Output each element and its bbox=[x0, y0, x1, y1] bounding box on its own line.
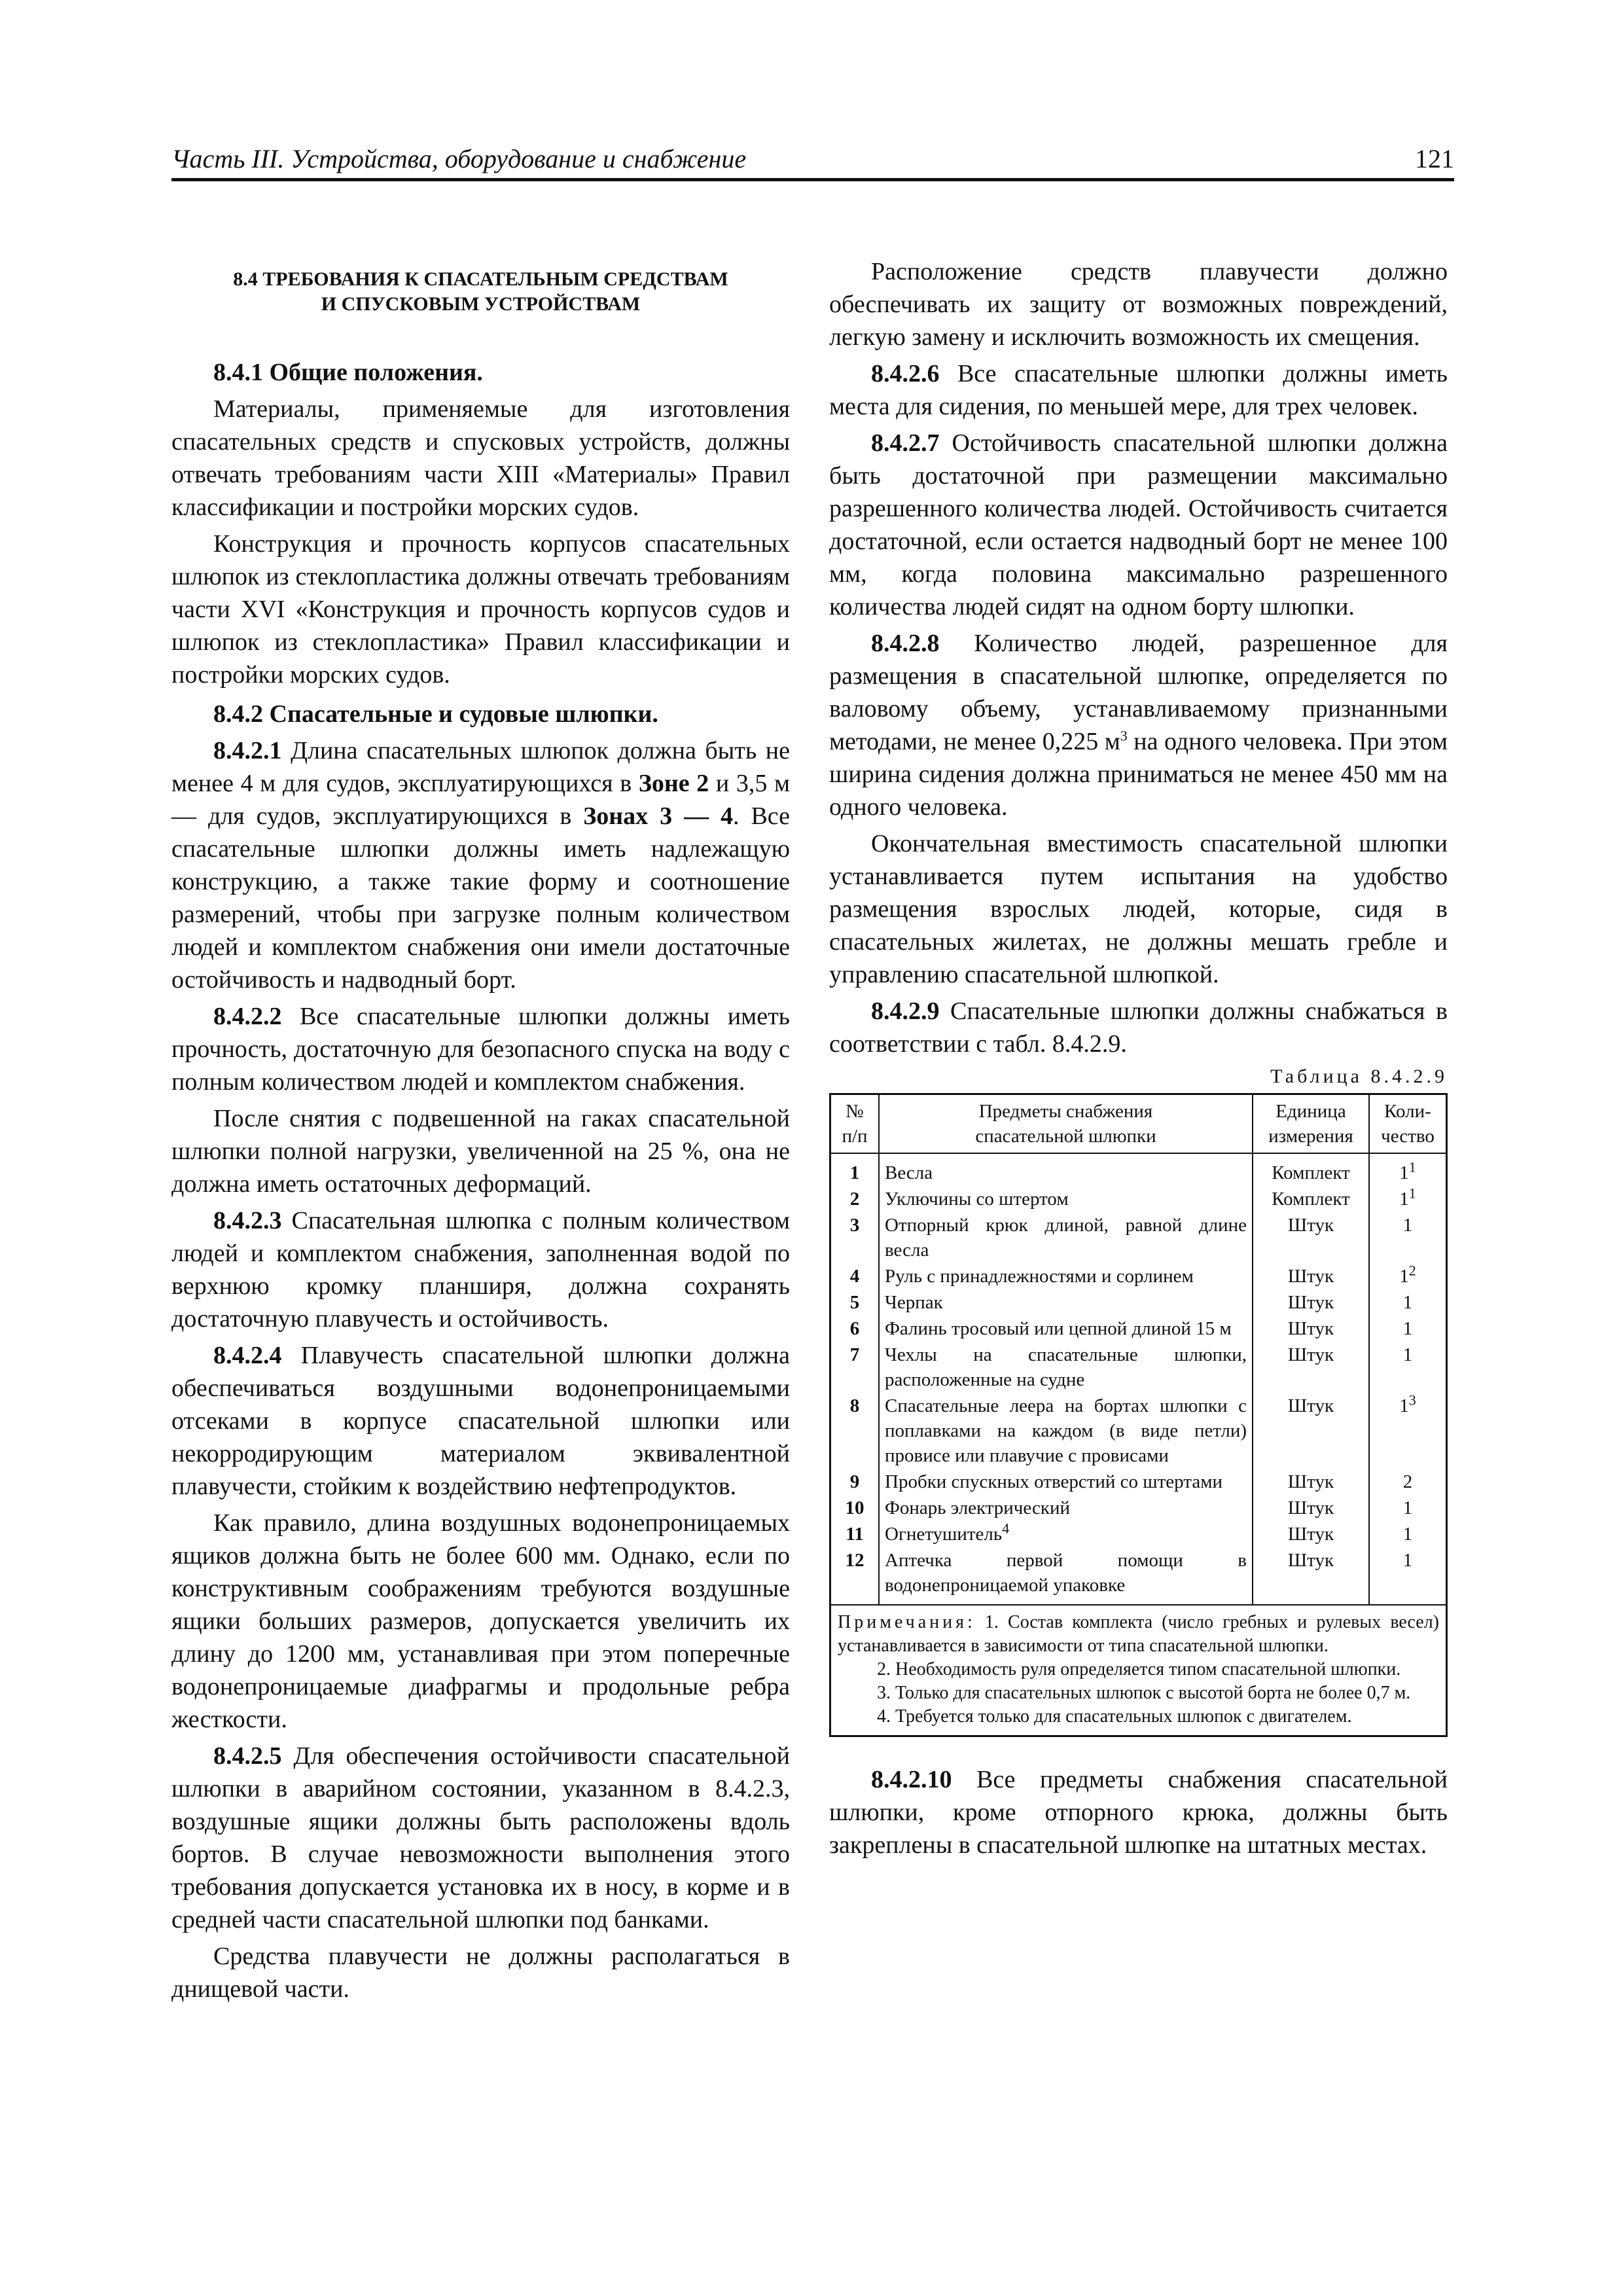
header-text: № bbox=[846, 1101, 864, 1122]
right-column bbox=[829, 255, 1448, 1865]
note-ref: 2 bbox=[1408, 1262, 1416, 1279]
header-text: измерения bbox=[1268, 1126, 1353, 1147]
zones-3-4-label: Зонах 3 — 4 bbox=[583, 802, 734, 830]
header-num bbox=[830, 1094, 880, 1154]
row-qty bbox=[1369, 1469, 1447, 1495]
row-qty bbox=[1369, 1316, 1447, 1342]
note-text: 1. Состав комплекта (число гребных и рулевых весел) устанавливается в зависимости от типа спасательной шлюпки. bbox=[838, 1612, 1439, 1656]
row-qty bbox=[1369, 1495, 1447, 1521]
paragraph-8-4-2-10 bbox=[829, 1763, 1448, 1861]
section-title-line1: 8.4 ТРЕБОВАНИЯ К СПАСАТЕЛЬНЫМ СРЕДСТВАМ bbox=[233, 268, 728, 290]
qty-value: 1 bbox=[1402, 1550, 1413, 1571]
row-item: Фалинь тросовый или цепной длиной 15 м bbox=[879, 1316, 1253, 1342]
section-title-line2: И СПУСКОВЫМ УСТРОЙСТВАМ bbox=[321, 293, 641, 315]
table-row bbox=[830, 1212, 1447, 1263]
row-unit: Штук bbox=[1253, 1495, 1369, 1521]
row-number: 6 bbox=[830, 1316, 880, 1342]
row-number: 7 bbox=[830, 1342, 880, 1393]
paragraph-8-4-2-1 bbox=[171, 734, 790, 996]
row-item: Черпак bbox=[879, 1289, 1253, 1316]
qty-value: 1 bbox=[1402, 1318, 1413, 1339]
equipment-table bbox=[829, 1093, 1448, 1737]
qty-value: 1 bbox=[1399, 1189, 1409, 1210]
section-title bbox=[171, 267, 790, 317]
clause-text: Для обеспечения остойчивости спасательной шлюпки в аварийном состоянии, указанном в 8.4.2.3, воздушные ящики должны быть расположены вдоль бортов. В случае невозможности выполнения этого требования допускается установка их в носу, в корме и в средней части спасательной шлюпки под банками. bbox=[171, 1742, 790, 1933]
clause-number: 8.4.2.5 bbox=[213, 1742, 282, 1770]
qty-value: 1 bbox=[1399, 1162, 1409, 1183]
row-qty bbox=[1369, 1186, 1447, 1212]
table-notes bbox=[830, 1605, 1447, 1736]
row-unit: Штук bbox=[1253, 1289, 1369, 1316]
row-unit: Штук bbox=[1253, 1316, 1369, 1342]
row-item: Уключины со штертом bbox=[879, 1186, 1253, 1212]
qty-value: 1 bbox=[1402, 1524, 1413, 1545]
paragraph-deformation: После снятия с подвешенной на гаках спасательной шлюпки полной нагрузки, увеличенной на 25 %, она не должна иметь остаточных деформаций. bbox=[171, 1105, 790, 1198]
clause-text: Длина спасательных шлюпок должна быть не менее 4 м для судов, эксплуатирующихся в bbox=[171, 737, 790, 797]
header-text: Предметы снабжения bbox=[978, 1101, 1153, 1122]
notes-lead: Примечания: bbox=[838, 1612, 976, 1632]
table-row bbox=[830, 1547, 1447, 1605]
qty-value: 1 bbox=[1399, 1395, 1409, 1416]
row-number: 9 bbox=[830, 1469, 880, 1495]
row-number: 2 bbox=[830, 1186, 880, 1212]
row-qty bbox=[1369, 1393, 1447, 1469]
paragraph-buoyancy-location: Расположение средств плавучести должно обеспечивать их защиту от возможных повреждений, легкую замену и исключить возможность их смещения. bbox=[829, 258, 1448, 351]
paragraph-8-4-2-9 bbox=[829, 995, 1448, 1060]
clause-number: 8.4.2.2 bbox=[213, 1003, 282, 1030]
table-row bbox=[830, 1316, 1447, 1342]
table-row bbox=[830, 1289, 1447, 1316]
row-number: 10 bbox=[830, 1495, 880, 1521]
clause-text: и 3,5 м — для судов, эксплуатирующихся в bbox=[171, 770, 791, 830]
row-item: Аптечка первой помощи в водонепроницаемой упаковке bbox=[879, 1547, 1253, 1605]
paragraph-8-4-2-4 bbox=[171, 1339, 790, 1503]
table-row bbox=[830, 1495, 1447, 1521]
clause-text: Все спасательные шлюпки должны иметь прочность, достаточную для безопасного спуска на воду с полным количеством людей и комплектом снабжения. bbox=[171, 1003, 790, 1096]
row-unit: Комплект bbox=[1253, 1186, 1369, 1212]
note-ref: 1 bbox=[1408, 1185, 1416, 1202]
qty-value: 1 bbox=[1402, 1498, 1413, 1518]
table-row bbox=[830, 1521, 1447, 1547]
table-header-row bbox=[830, 1094, 1447, 1154]
item-text: Огнетушитель bbox=[885, 1524, 1003, 1545]
row-qty bbox=[1369, 1212, 1447, 1263]
table-row bbox=[830, 1393, 1447, 1469]
header-unit bbox=[1253, 1094, 1369, 1154]
note-4: 4. Требуется только для спасательных шлюпок с двигателем. bbox=[877, 1706, 1352, 1727]
header-text: Коли- bbox=[1384, 1101, 1431, 1122]
note-1 bbox=[838, 1611, 1439, 1658]
zone-2-label: Зоне 2 bbox=[638, 770, 709, 797]
row-item: Фонарь электрический bbox=[879, 1495, 1253, 1521]
page-number: 121 bbox=[1415, 144, 1454, 173]
note-ref: 4 bbox=[1002, 1520, 1010, 1537]
heading-8-4-2: 8.4.2 Спасательные и судовые шлюпки. bbox=[213, 700, 658, 728]
row-qty bbox=[1369, 1342, 1447, 1393]
clause-text: Все спасательные шлюпки должны иметь места для сидения, по меньшей мере, для трех человек. bbox=[829, 360, 1448, 420]
header-text: п/п bbox=[842, 1126, 868, 1147]
clause-number: 8.4.2.3 bbox=[213, 1207, 282, 1234]
clause-text: Остойчивость спасательной шлюпки должна быть достаточной при размещении максимально разрешенного количества людей. Остойчивость считается достаточной, если остается надводный борт не менее 100 мм, когда половина максимально разрешенного количества людей сидят на одном борту шлюпки. bbox=[829, 429, 1448, 620]
header-text: чество bbox=[1381, 1126, 1435, 1147]
header-text: Единица bbox=[1275, 1101, 1346, 1122]
paragraph-8-4-2-7 bbox=[829, 427, 1448, 623]
note-ref: 1 bbox=[1408, 1158, 1416, 1175]
row-number: 4 bbox=[830, 1263, 880, 1289]
row-unit: Штук bbox=[1253, 1547, 1369, 1605]
clause-text: Плавучесть спасательной шлюпки должна обеспечиваться воздушными водонепроницаемыми отсеками в корпусе спасательной шлюпки или некорродирующим материалом эквивалентной плавучести, стойким к воздействию нефтепродуктов. bbox=[171, 1342, 790, 1500]
clause-number: 8.4.2.10 bbox=[871, 1766, 952, 1793]
qty-value: 1 bbox=[1402, 1215, 1413, 1236]
table-notes-row bbox=[830, 1605, 1447, 1736]
left-column bbox=[171, 255, 790, 2009]
clause-number: 8.4.2.9 bbox=[871, 997, 940, 1025]
row-unit: Штук bbox=[1253, 1393, 1369, 1469]
row-item: Отпорный крюк длиной, равной длине весла bbox=[879, 1212, 1253, 1263]
paragraph-8-4-2-5 bbox=[171, 1740, 790, 1936]
row-number: 3 bbox=[830, 1212, 880, 1263]
clause-text: Все предметы снабжения спасательной шлюпки, кроме отпорного крюка, должны быть закреплены в спасательной шлюпке на штатных местах. bbox=[829, 1766, 1448, 1859]
row-qty bbox=[1369, 1289, 1447, 1316]
clause-text: . Все спасательные шлюпки должны иметь надлежащую конструкцию, а также такие форму и соотношение размерений, чтобы при загрузке полным количеством людей и комплектом снабжения они имели достаточные остойчивость и надводный борт. bbox=[171, 802, 791, 994]
row-item bbox=[879, 1521, 1253, 1547]
row-unit: Штук bbox=[1253, 1212, 1369, 1263]
running-title: Часть III. Устройства, оборудование и снабжение bbox=[171, 144, 747, 173]
clause-number: 8.4.2.6 bbox=[871, 360, 940, 387]
row-qty bbox=[1369, 1521, 1447, 1547]
row-number: 11 bbox=[830, 1521, 880, 1547]
row-item: Руль с принадлежностями и сорлинем bbox=[879, 1263, 1253, 1289]
row-number: 5 bbox=[830, 1289, 880, 1316]
table-row bbox=[830, 1263, 1447, 1289]
paragraph-capacity: Окончательная вместимость спасательной шлюпки устанавливается путем испытания на удобство размещения взрослых людей, которые, сидя в спасательных жилетах, не должны мешать гребле и управлению спасательной шлюпкой. bbox=[829, 830, 1448, 988]
paragraph-bottom: Средства плавучести не должны располагаться в днищевой части. bbox=[171, 1943, 790, 2003]
row-item: Весла bbox=[879, 1153, 1253, 1186]
clause-number: 8.4.2.8 bbox=[871, 630, 940, 657]
table-row bbox=[830, 1469, 1447, 1495]
qty-value: 1 bbox=[1402, 1292, 1413, 1313]
paragraph-8-4-2-3 bbox=[171, 1204, 790, 1335]
table-row bbox=[830, 1153, 1447, 1186]
row-unit: Комплект bbox=[1253, 1153, 1369, 1186]
row-unit: Штук bbox=[1253, 1263, 1369, 1289]
header-text: спасательной шлюпки bbox=[975, 1126, 1156, 1147]
paragraph-8-4-2-8 bbox=[829, 627, 1448, 823]
row-item: Пробки спускных отверстий со штертами bbox=[879, 1469, 1253, 1495]
row-qty bbox=[1369, 1153, 1447, 1186]
header-qty bbox=[1369, 1094, 1447, 1154]
table-row bbox=[830, 1186, 1447, 1212]
row-unit: Штук bbox=[1253, 1521, 1369, 1547]
table-caption: Таблица 8.4.2.9 bbox=[1270, 1066, 1448, 1087]
clause-number: 8.4.2.7 bbox=[871, 429, 940, 457]
note-3: 3. Только для спасательных шлюпок с высотой борта не более 0,7 м. bbox=[877, 1683, 1411, 1703]
row-unit: Штук bbox=[1253, 1469, 1369, 1495]
row-qty bbox=[1369, 1263, 1447, 1289]
row-number: 12 bbox=[830, 1547, 880, 1605]
row-unit: Штук bbox=[1253, 1342, 1369, 1393]
paragraph-8-4-2-6 bbox=[829, 357, 1448, 423]
table-row bbox=[830, 1342, 1447, 1393]
clause-number: 8.4.2.1 bbox=[213, 737, 282, 764]
clause-text: на одного человека. При этом ширина сидения должна приниматься не менее 450 мм на одного человека. bbox=[829, 728, 1448, 821]
clause-text: Спасательные шлюпки должны снабжаться в соответствии с табл. 8.4.2.9. bbox=[829, 997, 1448, 1058]
heading-8-4-1: 8.4.1 Общие положения. bbox=[213, 359, 483, 386]
superscript: 3 bbox=[1120, 727, 1128, 744]
row-item: Спасательные леера на бортах шлюпки с поплавками на каждом (в виде петли) провисе или плавучие с провисами bbox=[879, 1393, 1253, 1469]
clause-text: Количество людей, разрешенное для размещения в спасательной шлюпке, определяется по валовому объему, устанавливаемому признанными методами, не менее 0,225 м bbox=[829, 630, 1448, 755]
row-qty bbox=[1369, 1547, 1447, 1605]
paragraph-construction: Конструкция и прочность корпусов спасательных шлюпок из стеклопластика должны отвечать требованиям части XVI «Конструкция и прочность корпусов судов и шлюпок из стеклопластика» Правил классификации и постройки морских судов. bbox=[171, 530, 790, 689]
note-ref: 3 bbox=[1408, 1391, 1416, 1408]
paragraph-materials: Материалы, применяемые для изготовления спасательных средств и спусковых устройств, должны отвечать требованиям части XIII «Материалы» Правил классификации и постройки морских судов. bbox=[171, 395, 790, 521]
qty-value: 2 bbox=[1402, 1471, 1413, 1492]
row-number: 8 bbox=[830, 1393, 880, 1469]
paragraph-8-4-2-2 bbox=[171, 1000, 790, 1098]
row-item: Чехлы на спасательные шлюпки, расположенные на судне bbox=[879, 1342, 1253, 1393]
paragraph-air-boxes: Как правило, длина воздушных водонепроницаемых ящиков должна быть не более 600 мм. Однако, если по конструктивным соображениям требуются воздушные ящики больших размеров, допускается увеличить их длину до 1200 мм, устанавливая при этом поперечные водонепроницаемые диафрагмы и продольные ребра жесткости. bbox=[171, 1509, 790, 1733]
qty-value: 1 bbox=[1402, 1344, 1413, 1365]
header-item bbox=[879, 1094, 1253, 1154]
qty-value: 1 bbox=[1399, 1266, 1409, 1287]
row-number: 1 bbox=[830, 1153, 880, 1186]
running-header bbox=[171, 139, 1454, 181]
note-2: 2. Необходимость руля определяется типом спасательной шлюпки. bbox=[877, 1659, 1401, 1679]
clause-number: 8.4.2.4 bbox=[213, 1342, 282, 1369]
clause-text: Спасательная шлюпка с полным количеством людей и комплектом снабжения, заполненная водой по верхнюю кромку планширя, должна сохранять достаточную плавучесть и остойчивость. bbox=[171, 1207, 790, 1333]
